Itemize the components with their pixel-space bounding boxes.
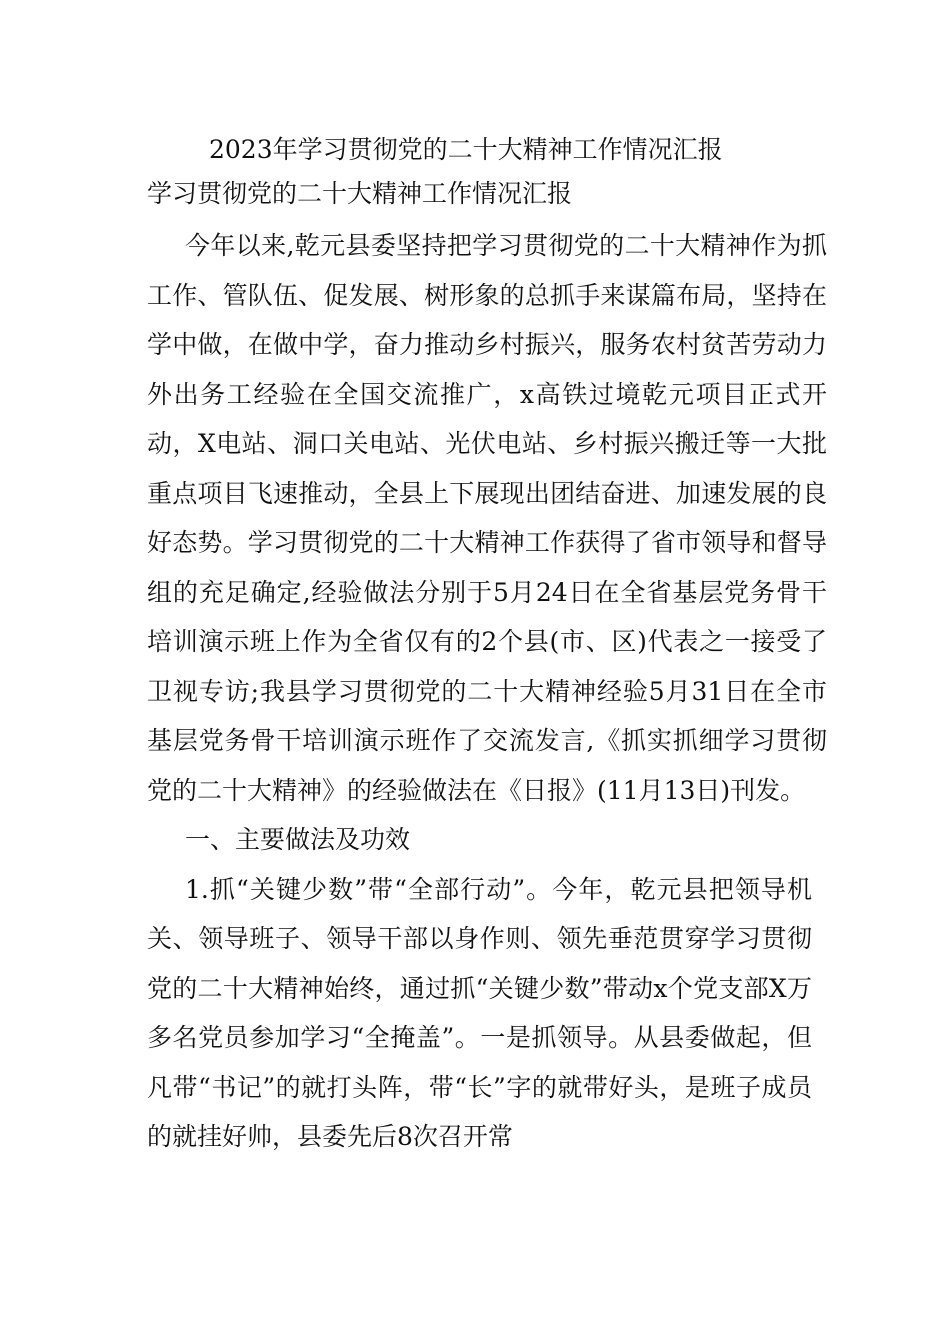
section-heading: 一、主要做法及功效	[185, 825, 411, 854]
intro-paragraph: 今年以来,乾元县委坚持把学习贯彻党的二十大精神作为抓工作、管队伍、促发展、树形象的总抓手来谋篇布局，坚持在学中做，在做中学，奋力推动乡村振兴，服务农村贫苦劳动力外出务工经验在全国交流推广，x高铁过境乾元项目正式开动，X电站、洞口关电站、光伏电站、乡村振兴搬迁等一大批重点项目飞速推动，全县上下展现出团结奋进、加速发展的良好态势。学习贯彻党的二十大精神工作获得了省市领导和督导组的充足确定,经验做法分别于5月24日在全省基层党务骨干培训演示班上作为全省仅有的2个县(市、区)代表之一接受了卫视专访;我县学习贯彻党的二十大精神经验5月31日在全市基层党务骨干培训演示班作了交流发言,《抓实抓细学习贯彻党的二十大精神》的经验做法在《日报》(11月13日)刊发。	[147, 231, 827, 805]
document-subtitle: 学习贯彻党的二十大精神工作情况汇报	[147, 179, 573, 208]
document-body	[147, 128, 827, 1162]
section-paragraph: 1.抓“关键少数”带“全部行动”。今年，乾元县把领导机关、领导班子、领导干部以身作则、领先垂范贯穿学习贯彻党的二十大精神始终，通过抓“关键少数”带动x个党支部X万多名党员参加学习“全掩盖”。一是抓领导。从县委做起，但凡带“书记”的就打头阵，带“长”字的就带好头，是班子成员的就挂好帅，县委先后8次召开常	[147, 874, 812, 1151]
document-title: 2023年学习贯彻党的二十大精神工作情况汇报	[209, 135, 723, 164]
